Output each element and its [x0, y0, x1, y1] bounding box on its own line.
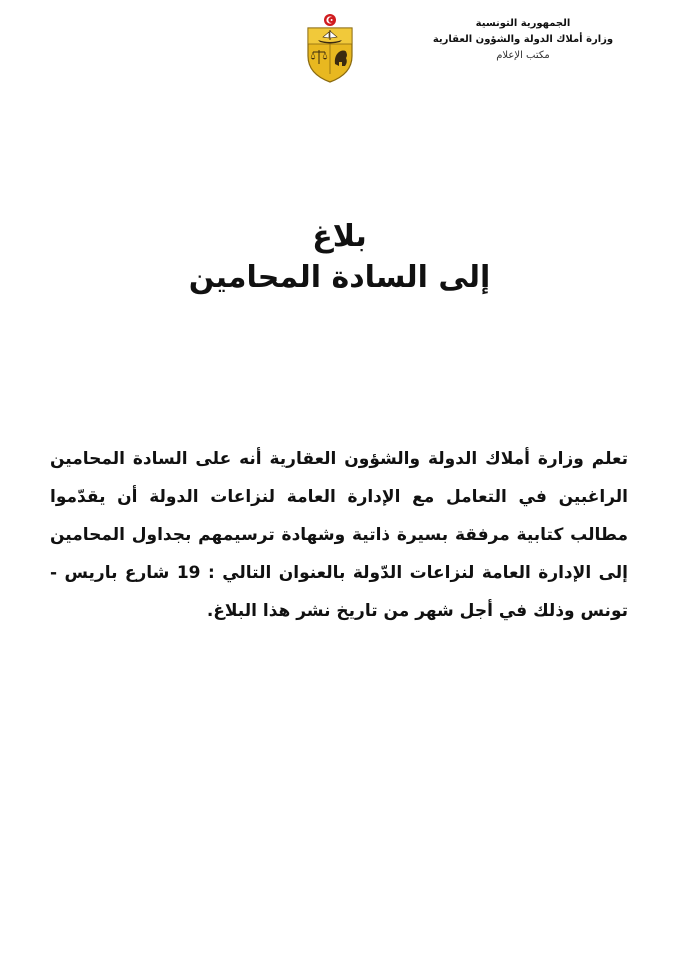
- letterhead: [423, 16, 623, 64]
- ministry-name: وزارة أملاك الدولة والشؤون العقارية: [432, 34, 614, 45]
- notice-subtitle: إلى السادة المحامين: [188, 260, 491, 295]
- tunisia-coat-of-arms-icon: [302, 12, 358, 84]
- office-name: مكتب الإعلام: [496, 50, 550, 61]
- notice-title-block: [0, 218, 679, 300]
- notice-title: بلاغ: [312, 219, 367, 254]
- notice-body-paragraph: تعلم وزارة أملاك الدولة والشؤون العقارية أنه على السادة المحامين الراغبين في التعامل مع الإدارة العامة لنزاعات الدولة أن يقدّموا مطالب كتابية مرفقة بسيرة ذاتية وشهادة ترسيمهم بجداول المحامين إلى الإدارة العامة لنزاعات الدّولة بالعنوان التالي : 19 شارع باريس - تونس وذلك في أجل شهر من تاريخ نشر هذا البلاغ.: [50, 449, 628, 621]
- country-name: الجمهورية التونسية: [475, 18, 571, 29]
